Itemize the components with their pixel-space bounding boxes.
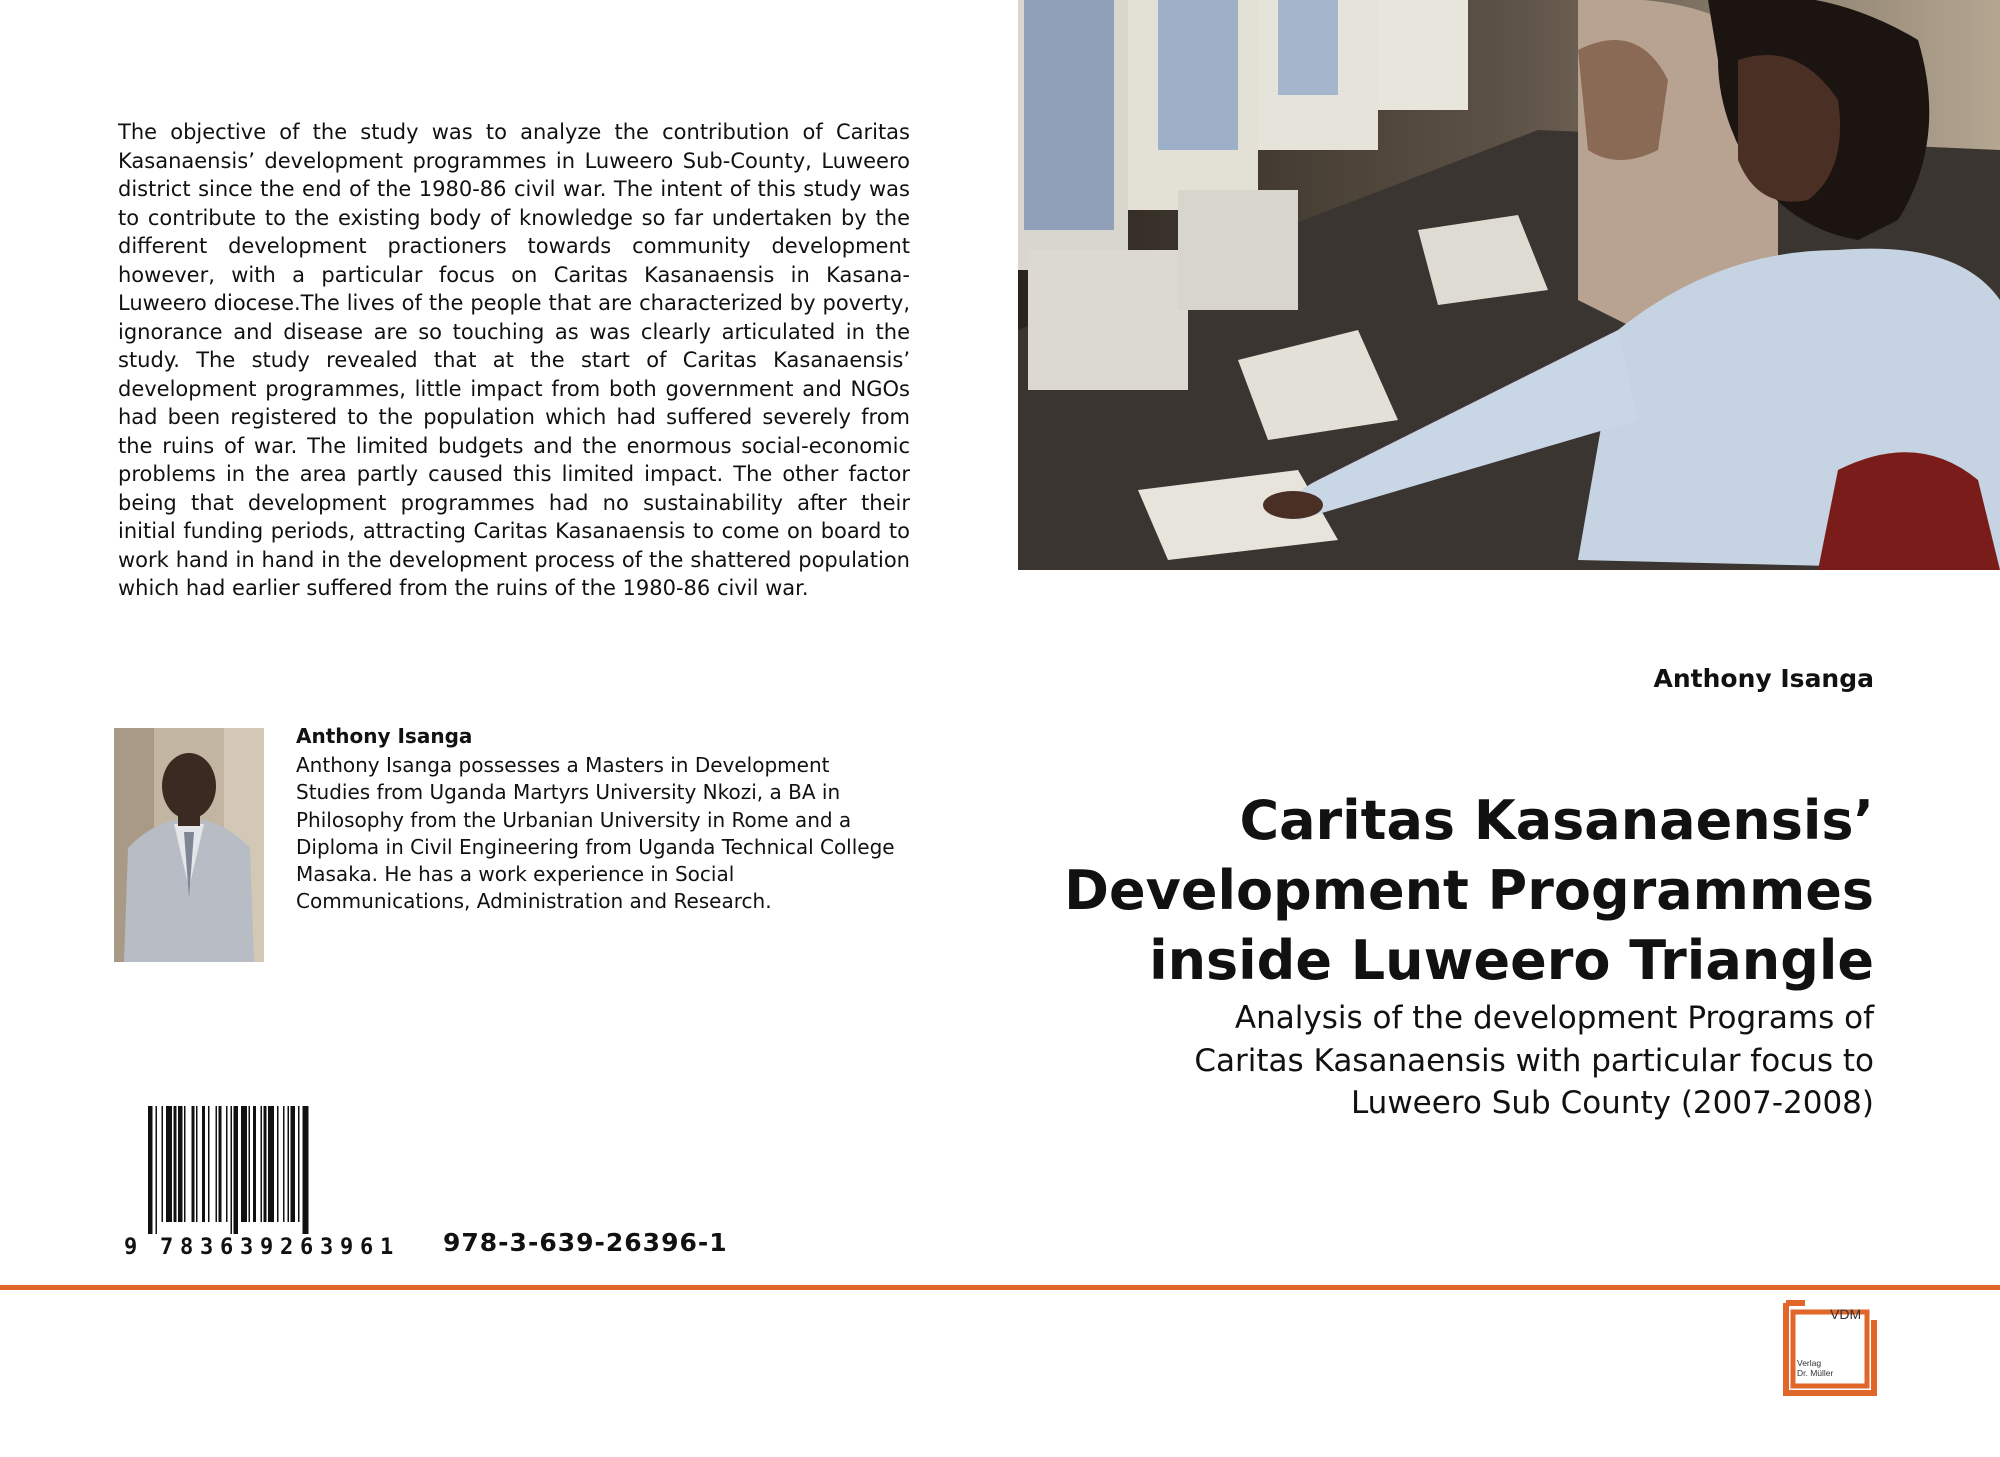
- barcode-bar: [178, 1106, 183, 1222]
- barcode-bar: [156, 1106, 158, 1234]
- back-cover-blurb: The objective of the study was to analyze the contribution of Caritas Kasanaensis’ development programmes in Luweero Sub-County, Luweero district since the end of the 1980-86 civil war. The intent of this study was to contribute to the existing body of knowledge so far undertaken by the different development practioners towards community development however, with a particular focus on Caritas Kasanaensis in Kasana-Luweero diocese.The lives of the people that are characterized by poverty, ignorance and disease are so touching as was clearly articulated in the study. The study revealed that at the start of Caritas Kasanaensis’ development programmes, little impact from both government and NGOs had been registered to the population which had suffered severely from the ruins of war. The limited budgets and the enormous social-economic problems in the area partly caused this limited impact. The other factor being that development programmes had no sustainability after their initial funding periods, attracting Caritas Kasanaensis to come on board to work hand in hand in the development process of the shattered population which had earlier suffered from the ruins of the 1980-86 civil war.: [118, 120, 910, 600]
- accent-divider: [0, 1285, 2000, 1290]
- barcode-digit: 6: [360, 1235, 374, 1260]
- isbn-number: 978-3-639-26396-1: [443, 1228, 728, 1257]
- publisher-name-line: Dr. Müller: [1797, 1368, 1834, 1378]
- book-subtitle-line: Analysis of the development Programs of: [1234, 1000, 1874, 1036]
- barcode-bar: [208, 1106, 210, 1222]
- isbn-barcode: [118, 1106, 418, 1262]
- barcode-digit: 3: [320, 1235, 334, 1260]
- front-author-name: Anthony Isanga: [1653, 664, 1874, 693]
- author-name: Anthony Isanga: [296, 724, 473, 748]
- cover-photo: [1018, 0, 2000, 570]
- barcode-bar: [253, 1106, 256, 1222]
- barcode-bar: [241, 1106, 247, 1222]
- book-subtitle-line: Caritas Kasanaensis with particular focus to: [1194, 1042, 1874, 1079]
- barcode-digit: 9: [260, 1235, 274, 1260]
- barcode-bar: [174, 1106, 177, 1222]
- publisher-name-line: Verlag: [1797, 1358, 1822, 1368]
- barcode-bar: [219, 1106, 222, 1222]
- barcode-bar: [202, 1106, 205, 1222]
- barcode-bar: [192, 1106, 195, 1222]
- barcode-bar: [249, 1106, 251, 1222]
- barcode-bar: [216, 1106, 218, 1222]
- barcode-digit: 7: [160, 1235, 174, 1260]
- barcode-bar: [231, 1106, 233, 1234]
- author-portrait: [114, 728, 264, 962]
- barcode-bar: [277, 1106, 279, 1222]
- book-subtitle: [974, 997, 1874, 1125]
- barcode-digit: 2: [280, 1235, 294, 1260]
- barcode-bar: [268, 1106, 274, 1222]
- barcode-bar: [226, 1106, 228, 1222]
- barcode-bar: [303, 1106, 309, 1234]
- book-title-line: Caritas Kasanaensis’: [1239, 789, 1874, 852]
- barcode-bar: [291, 1106, 296, 1222]
- barcode-digit: 9: [124, 1235, 138, 1260]
- barcode-bar: [298, 1106, 300, 1222]
- barcode-bar: [288, 1106, 290, 1222]
- barcode-digit: 6: [220, 1235, 234, 1260]
- barcode-bar: [264, 1106, 267, 1222]
- author-bio: Anthony Isanga possesses a Masters in Development Studies from Uganda Martyrs University Nkozi, a BA in Philosophy from the Urbanian University in Rome and a Diploma in Civil Engineering from Uganda Technical College Masaka. He has a work experience in Social Communications, Administration and Research.: [296, 753, 895, 914]
- barcode-bar: [196, 1106, 198, 1222]
- barcode-bar: [162, 1106, 164, 1222]
- barcode-bar: [184, 1106, 186, 1222]
- book-title-line: Development Programmes: [1064, 859, 1874, 922]
- barcode-bar: [166, 1106, 172, 1222]
- barcode-bar: [148, 1106, 153, 1234]
- barcode-digit: 1: [380, 1235, 394, 1260]
- book-subtitle-line: Luweero Sub County (2007-2008): [1350, 1085, 1874, 1121]
- barcode-bar: [283, 1106, 285, 1222]
- barcode-digit: 6: [300, 1235, 314, 1260]
- barcode-bar: [234, 1106, 239, 1234]
- publisher-logo-text: VDM: [1830, 1306, 1862, 1322]
- barcode-digit: 3: [200, 1235, 214, 1260]
- book-title: [974, 786, 1874, 996]
- barcode-digit: 9: [340, 1235, 354, 1260]
- book-title-line: inside Luweero Triangle: [1149, 929, 1874, 992]
- publisher-name: [1797, 1358, 1845, 1378]
- barcode-digit: 3: [240, 1235, 254, 1260]
- barcode-bar: [261, 1106, 263, 1222]
- barcode-digit: 8: [180, 1235, 194, 1260]
